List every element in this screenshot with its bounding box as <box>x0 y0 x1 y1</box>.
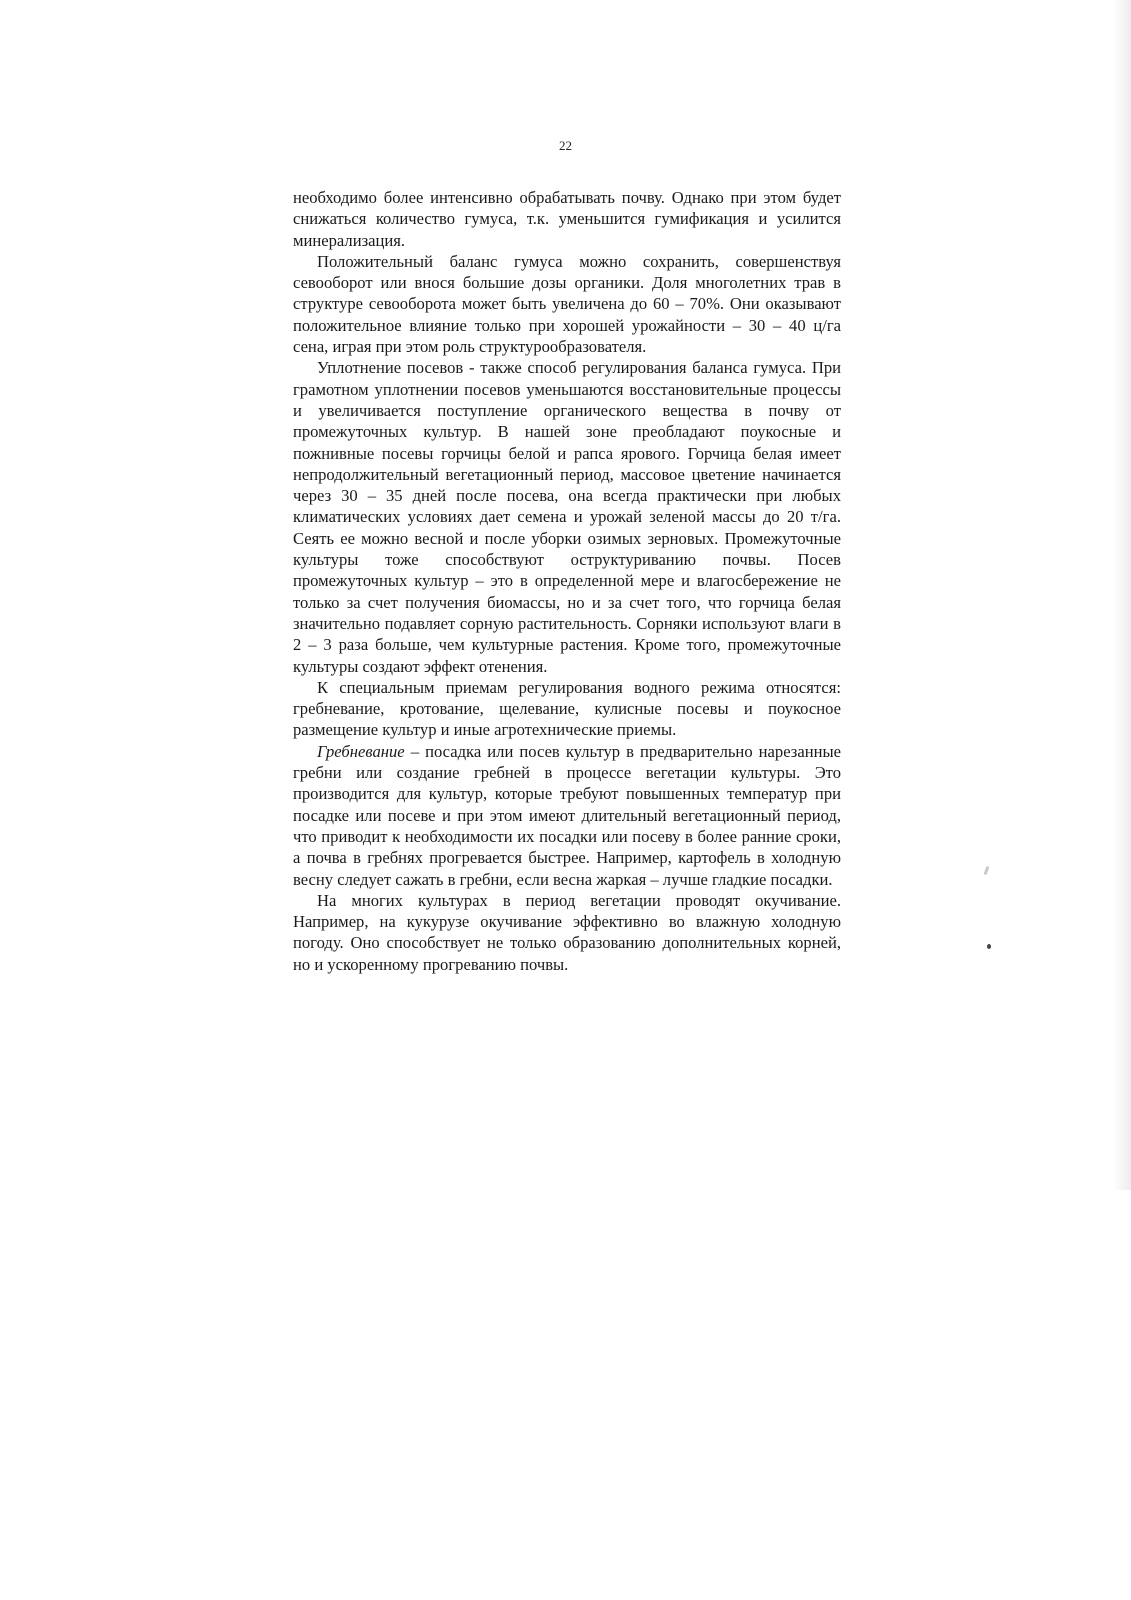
paragraph-2: Положительный баланс гумуса можно сохранить, совершенствуя севооборот или внося большие дозы органики. Доля многолетних трав в структуре севооборота может быть увеличена до 60 – 70%. Они оказывают положительное влияние только при хорошей урожайности – 30 – 40 ц/га сена, играя при этом роль структурообразователя. <box>293 251 841 357</box>
scan-speck <box>984 866 990 875</box>
scan-edge-shadow <box>1113 0 1131 1190</box>
body-text <box>293 187 841 975</box>
paragraph-5 <box>293 741 841 890</box>
paragraph-3: Уплотнение посевов - также способ регулирования баланса гумуса. При грамотном уплотнении посевов уменьшаются восстановительные процессы и увеличивается поступление органического вещества в почву от промежуточных культур. В нашей зоне преобладают поукосные и пожнивные посевы горчицы белой и рапса ярового. Горчица белая имеет непродолжительный вегетационный период, массовое цветение начинается через 30 – 35 дней после посева, она всегда практически при любых климатических условиях дает семена и урожай зеленой массы до 20 т/га. Сеять ее можно весной и после уборки озимых зерновых. Промежуточные культуры тоже способствуют оструктуриванию почвы. Посев промежуточных культур – это в определенной мере и влагосбережение не только за счет получения биомассы, но и за счет того, что горчица белая значительно подавляет сорную растительность. Сорняки используют влаги в 2 – 3 раза больше, чем культурные растения. Кроме того, промежуточные культуры создают эффект отенения. <box>293 358 841 676</box>
term-grebnevanie: Гребневание <box>317 741 405 761</box>
paragraph-1: необходимо более интенсивно обрабатывать почву. Однако при этом будет снижаться количество гумуса, т.к. уменьшится гумификация и усилится минерализация. <box>293 188 841 250</box>
scan-dot <box>987 944 991 949</box>
paragraph-6: На многих культурах в период вегетации проводят окучивание. Например, на кукурузе окучивание эффективно во влажную холодную погоду. Оно способствует не только образованию дополнительных корней, но и ускоренному прогреванию почвы. <box>293 890 841 974</box>
paragraph-4: К специальным приемам регулирования водного режима относятся: гребневание, кротование, щелевание, кулисные посевы и поукосное размещение культур и иные агротехнические приемы. <box>293 677 841 740</box>
page-number: 22 <box>559 138 572 153</box>
paragraph-5-text: – посадка или посев культур в предварительно нарезанные гребни или создание гребней в процессе вегетации культуры. Это производится для культур, которые требуют повышенных температур при посадке или посеве и при этом имеют длительный вегетационный период, что приводит к необходимости их посадки или посеву в более ранние сроки, а почва в гребнях прогревается быстрее. Например, картофель в холодную весну следует сажать в гребни, если весна жаркая – лучше гладкие посадки. <box>293 741 841 889</box>
